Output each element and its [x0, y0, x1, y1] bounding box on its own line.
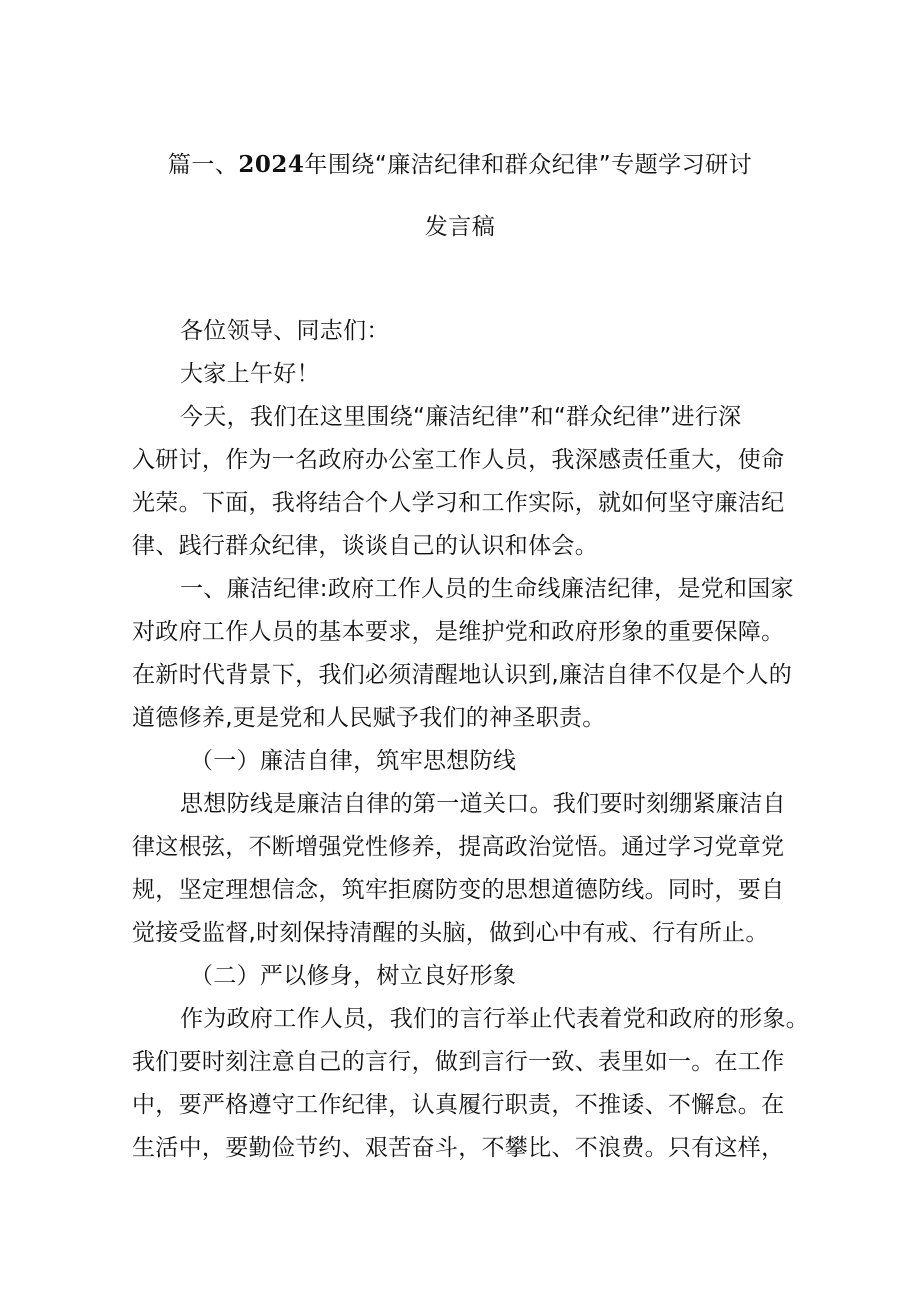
document-body	[132, 310, 810, 1170]
document-title-line-1	[0, 150, 920, 180]
body-text-line: 中，要严格遵守工作纪律，认真履行职责，不推诿、不懈怠。在	[132, 1092, 785, 1118]
body-text-line: 今天，我们在这里围绕“廉洁纪律”和“群众纪律”进行深	[180, 404, 742, 430]
body-text-line: 光荣。下面，我将结合个人学习和工作实际，就如何坚守廉洁纪	[132, 490, 785, 516]
body-text-line: 道德修养,更是党和人民赋予我们的神圣职责。	[132, 705, 606, 731]
title-rest: 年围绕“廉洁纪律和群众纪律”专题学习研讨	[304, 152, 753, 178]
body-text-line: 我们要时刻注意自己的言行，做到言行一致、表里如一。在工作	[132, 1049, 785, 1075]
body-text-line: 生活中，要勤俭节约、艰苦奋斗，不攀比、不浪费。只有这样，	[132, 1135, 785, 1161]
body-text-line: 入研讨，作为一名政府办公室工作人员，我深感责任重大，使命	[132, 447, 785, 473]
body-text-line: 规，坚定理想信念，筑牢拒腐防变的思想道德防线。同时，要自	[132, 877, 785, 903]
title-year: 2024	[238, 151, 305, 178]
body-text-line: 律这根弦，不断增强党性修养，提高政治觉悟。通过学习党章党	[132, 834, 785, 860]
body-text-line: 思想防线是廉洁自律的第一道关口。我们要时刻绷紧廉洁自	[180, 791, 786, 817]
title-prefix: 篇一、	[167, 152, 239, 178]
body-text-line: 大家上午好！	[180, 361, 320, 387]
body-text-line: 在新时代背景下，我们必须清醒地认识到,廉洁自律不仅是个人的	[132, 662, 793, 688]
body-text-line: （二）严以修身，树立良好形象	[190, 963, 517, 989]
body-text-line: 律、践行群众纪律，谈谈自己的认识和体会。	[132, 533, 598, 559]
body-text-line: 各位领导、同志们：	[180, 318, 390, 344]
body-text-line: （一）廉洁自律，筑牢思想防线	[190, 748, 517, 774]
body-text-line: 一、廉洁纪律:政府工作人员的生命线廉洁纪律，是党和国家	[180, 576, 794, 602]
body-text-line: 对政府工作人员的基本要求，是维护党和政府形象的重要保障。	[132, 619, 785, 645]
body-text-line: 觉接受监督,时刻保持清醒的头脑，做到心中有戒、行有所止。	[132, 920, 769, 946]
document-title-line-2: 发言稿	[424, 214, 496, 240]
body-text-line: 作为政府工作人员，我们的言行举止代表着党和政府的形象。	[180, 1006, 810, 1032]
